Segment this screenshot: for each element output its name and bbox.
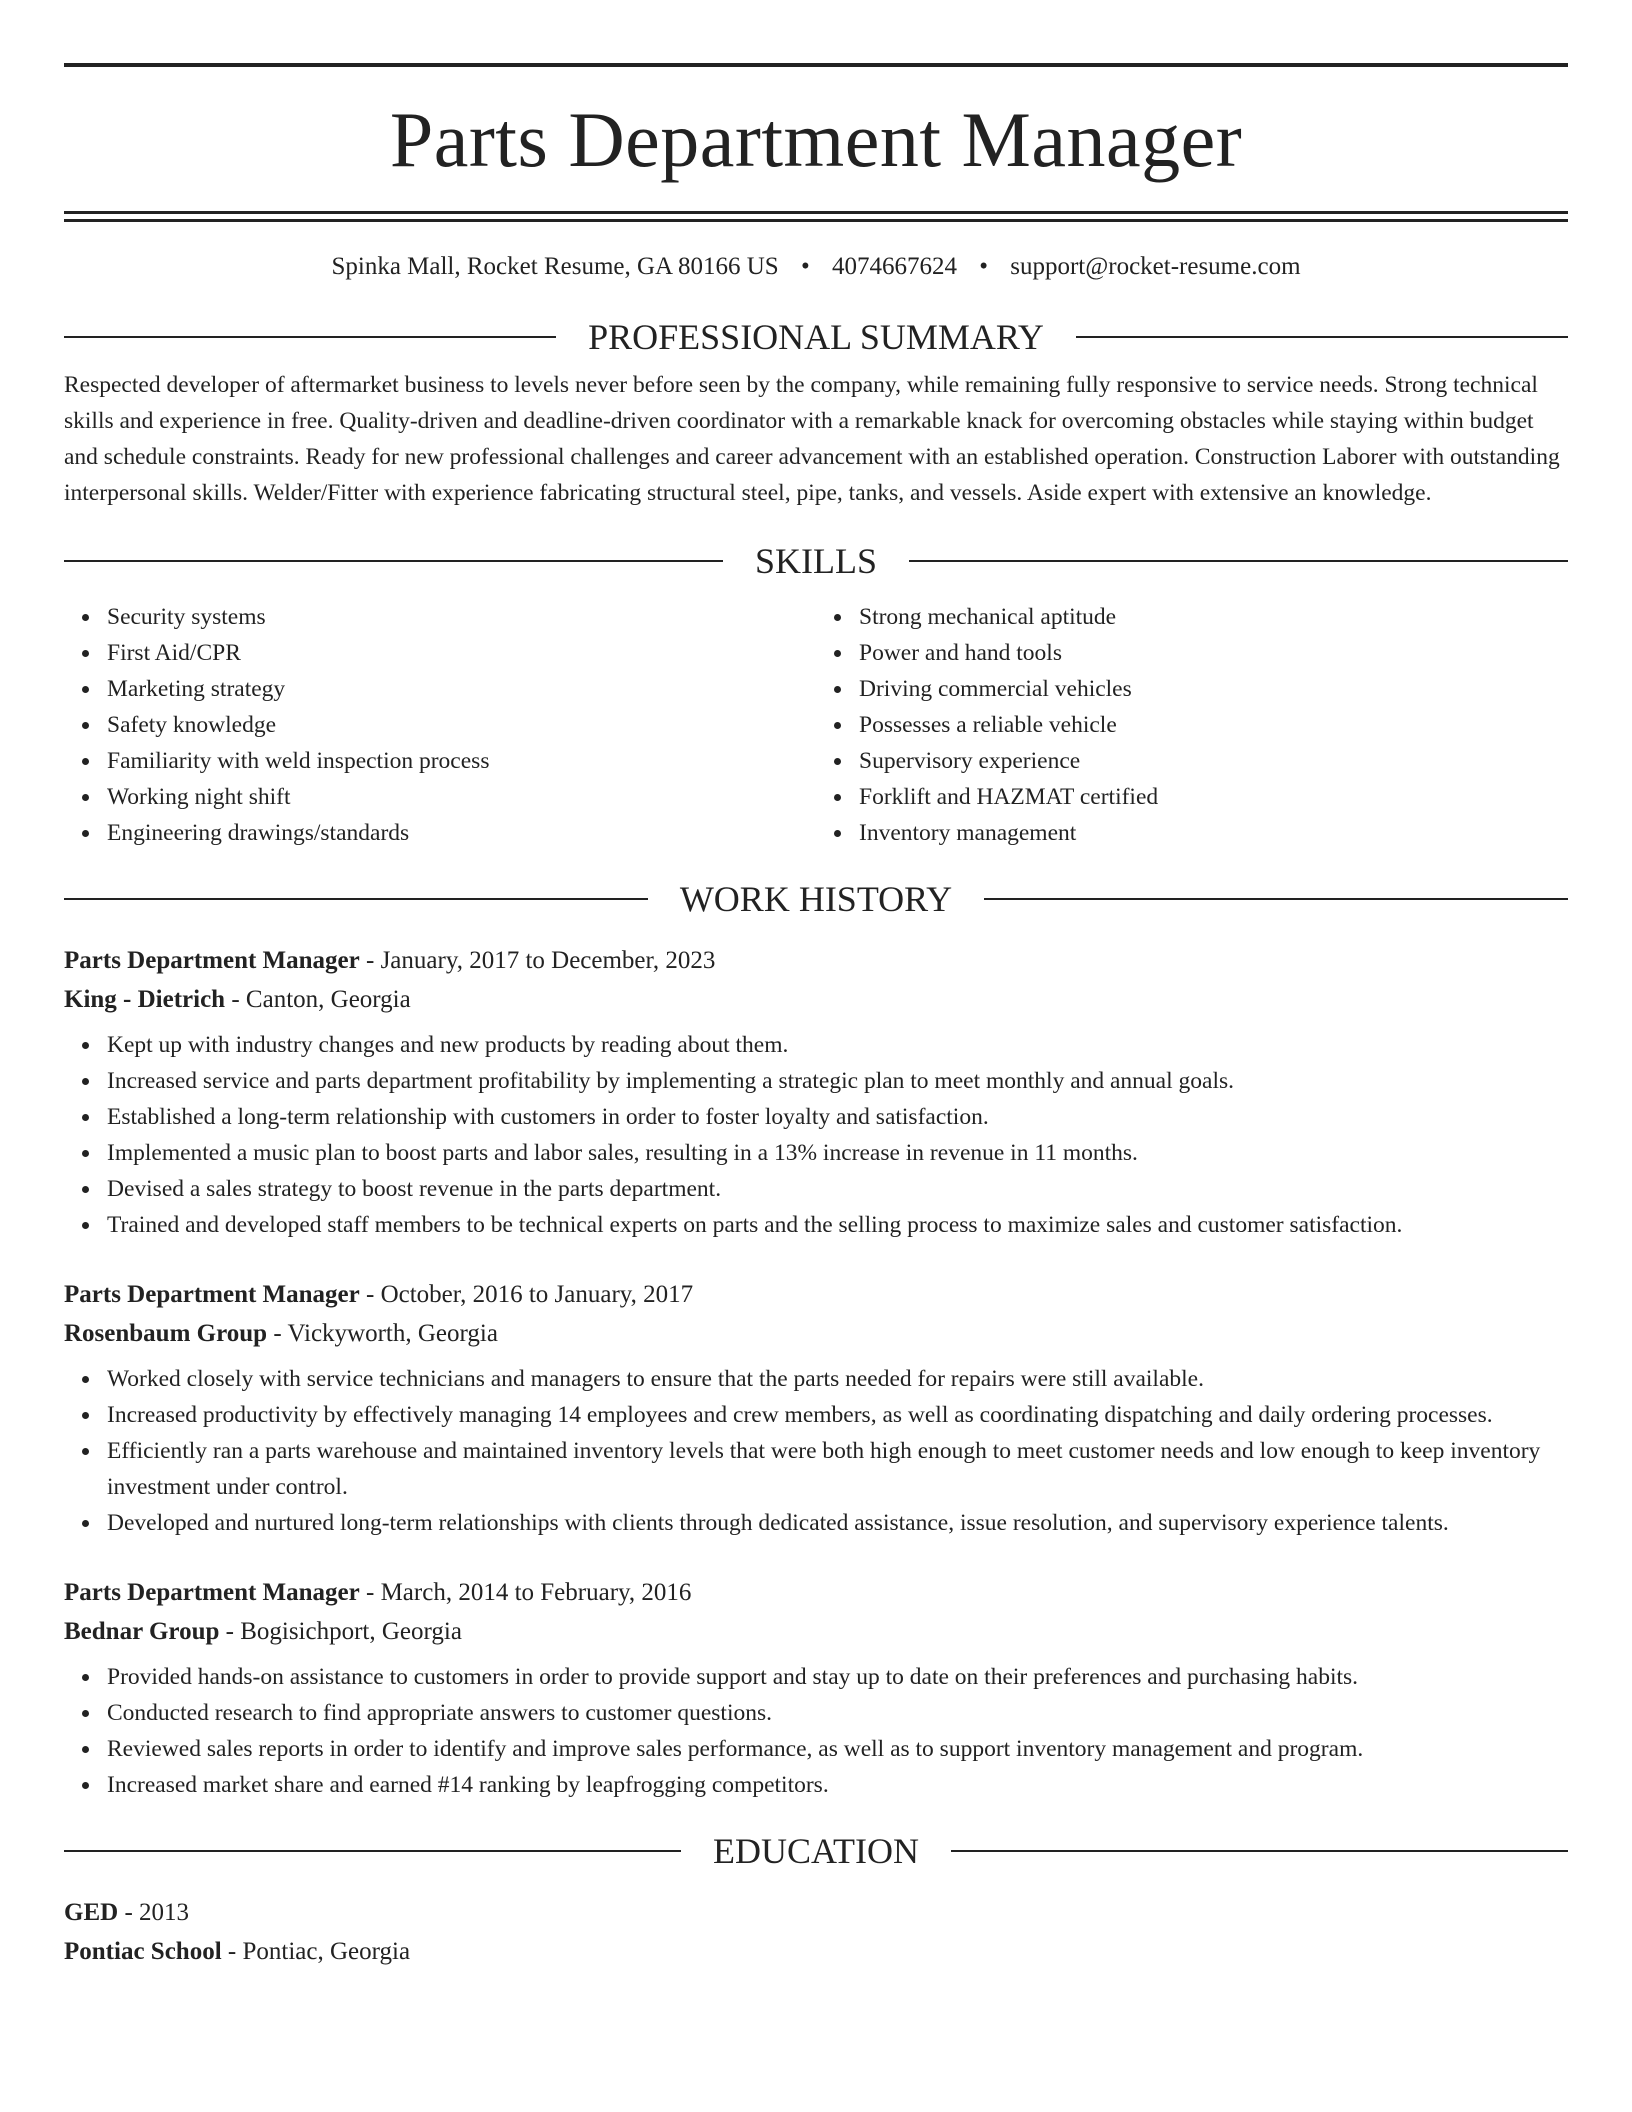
job-location: - Vickyworth, Georgia <box>267 1320 498 1347</box>
job-location: - Bogisichport, Georgia <box>219 1618 462 1645</box>
job-company: King - Dietrich <box>64 986 226 1013</box>
summary-text: Respected developer of aftermarket business to levels never before seen by the company, while remaining fully responsive to service needs. Strong technical skills and experience in free. Quality-driven and deadline-driven coordinator with a remarkable knack for overcoming obstacles while staying within budget and schedule constraints. Ready for new professional challenges and career advancement with an established operation. Construction Laborer with outstanding interpersonal skills. Welder/Fitter with experience fabricating structural steel, pipe, tanks, and vessels. Aside expert with extensive an knowledge. <box>64 372 1560 506</box>
job-entry <box>64 1275 1568 1541</box>
top-rule <box>64 63 1568 67</box>
contact-separator: • <box>979 253 988 280</box>
contact-email: support@rocket-resume.com <box>1010 253 1301 280</box>
double-rule <box>64 211 1568 222</box>
job-company-line <box>64 1612 1568 1651</box>
work-title: WORK HISTORY <box>679 879 953 919</box>
skill-item: Supervisory experience <box>859 743 1568 779</box>
job-bullets <box>64 1659 1568 1803</box>
job-dates: - March, 2014 to February, 2016 <box>359 1579 692 1606</box>
job-bullet: Worked closely with service technicians and managers to ensure that the parts needed for repairs were still available. <box>107 1361 1568 1397</box>
skill-item: Familiarity with weld inspection process <box>107 743 816 779</box>
contact-phone: 4074667624 <box>831 253 957 280</box>
skills-list <box>64 599 1568 851</box>
heading-rule-right <box>984 898 1568 900</box>
skill-item: Strong mechanical aptitude <box>859 599 1568 635</box>
education-year: - 2013 <box>118 1899 190 1926</box>
education-title: EDUCATION <box>713 1831 919 1871</box>
skill-item: Driving commercial vehicles <box>859 671 1568 707</box>
skill-item: Inventory management <box>859 815 1568 851</box>
summary-title: PROFESSIONAL SUMMARY <box>588 317 1044 357</box>
job-bullet: Implemented a music plan to boost parts and labor sales, resulting in a 13% increase in revenue in 11 months. <box>107 1135 1568 1171</box>
heading-rule-left <box>64 336 556 338</box>
job-bullet: Efficiently ran a parts warehouse and maintained inventory levels that were both high enough to meet customer needs and low enough to keep inventory investment under control. <box>107 1433 1568 1505</box>
skill-item: Power and hand tools <box>859 635 1568 671</box>
job-bullets <box>64 1027 1568 1243</box>
job-bullet: Increased market share and earned #14 ranking by leapfrogging competitors. <box>107 1767 1568 1803</box>
job-dates: - October, 2016 to January, 2017 <box>359 1281 694 1308</box>
skills-column-right <box>816 599 1568 851</box>
summary-heading <box>64 319 1568 355</box>
contact-separator: • <box>800 253 810 280</box>
job-role: Parts Department Manager <box>64 947 360 974</box>
contact-line <box>64 254 1568 279</box>
job-bullet: Increased productivity by effectively managing 14 employees and crew members, as well as coordinating dispatching and daily ordering processes. <box>107 1397 1568 1433</box>
education-entry <box>64 1893 1568 1971</box>
skill-item: First Aid/CPR <box>107 635 816 671</box>
candidate-title: Parts Department Manager <box>389 96 1243 183</box>
skill-item: Possesses a reliable vehicle <box>859 707 1568 743</box>
job-entry <box>64 1573 1568 1803</box>
job-company: Rosenbaum Group <box>64 1320 268 1347</box>
job-bullet: Increased service and parts department profitability by implementing a strategic plan to meet monthly and annual goals. <box>107 1063 1568 1099</box>
heading-rule-right <box>951 1850 1568 1852</box>
job-bullet: Reviewed sales reports in order to identify and improve sales performance, as well as to support inventory management and program. <box>107 1731 1568 1767</box>
job-company-line <box>64 980 1568 1019</box>
job-bullet: Kept up with industry changes and new products by reading about them. <box>107 1027 1568 1063</box>
job-company: Bednar Group <box>64 1618 220 1645</box>
job-bullet: Developed and nurtured long-term relationships with clients through dedicated assistance, issue resolution, and supervisory experience talents. <box>107 1505 1568 1541</box>
job-bullet: Conducted research to find appropriate answers to customer questions. <box>107 1695 1568 1731</box>
job-bullet: Trained and developed staff members to be technical experts on parts and the selling process to maximize sales and customer satisfaction. <box>107 1207 1568 1243</box>
job-bullets <box>64 1361 1568 1541</box>
job-bullet: Established a long-term relationship with customers in order to foster loyalty and satisfaction. <box>107 1099 1568 1135</box>
job-bullet: Provided hands-on assistance to customers in order to provide support and stay up to date on their preferences and purchasing habits. <box>107 1659 1568 1695</box>
skill-item: Engineering drawings/standards <box>107 815 816 851</box>
contact-address: Spinka Mall, Rocket Resume, GA 80166 US <box>331 253 779 280</box>
education-school: Pontiac School <box>64 1938 222 1965</box>
heading-rule-right <box>909 560 1568 562</box>
job-title-line <box>64 1573 1568 1612</box>
job-title-line <box>64 1275 1568 1314</box>
education-degree: GED <box>64 1899 119 1926</box>
job-entry <box>64 941 1568 1243</box>
education-location: - Pontiac, Georgia <box>221 1938 411 1965</box>
education-heading <box>64 1833 1568 1869</box>
skills-column-left <box>64 599 816 851</box>
job-role: Parts Department Manager <box>64 1579 360 1606</box>
job-dates: - January, 2017 to December, 2023 <box>359 947 716 974</box>
skill-item: Security systems <box>107 599 816 635</box>
job-bullet: Devised a sales strategy to boost revenue in the parts department. <box>107 1171 1568 1207</box>
heading-rule-left <box>64 898 648 900</box>
skill-item: Forklift and HAZMAT certified <box>859 779 1568 815</box>
job-location: - Canton, Georgia <box>225 986 411 1013</box>
skills-title: SKILLS <box>755 541 878 581</box>
skill-item: Marketing strategy <box>107 671 816 707</box>
heading-rule-left <box>64 560 723 562</box>
job-title-line <box>64 941 1568 980</box>
work-heading <box>64 881 1568 917</box>
skill-item: Safety knowledge <box>107 707 816 743</box>
skill-item: Working night shift <box>107 779 816 815</box>
heading-rule-right <box>1076 336 1568 338</box>
education-degree-line <box>64 1893 1568 1932</box>
job-company-line <box>64 1314 1568 1353</box>
education-school-line <box>64 1932 1568 1971</box>
heading-rule-left <box>64 1850 681 1852</box>
job-role: Parts Department Manager <box>64 1281 360 1308</box>
skills-heading <box>64 543 1568 579</box>
